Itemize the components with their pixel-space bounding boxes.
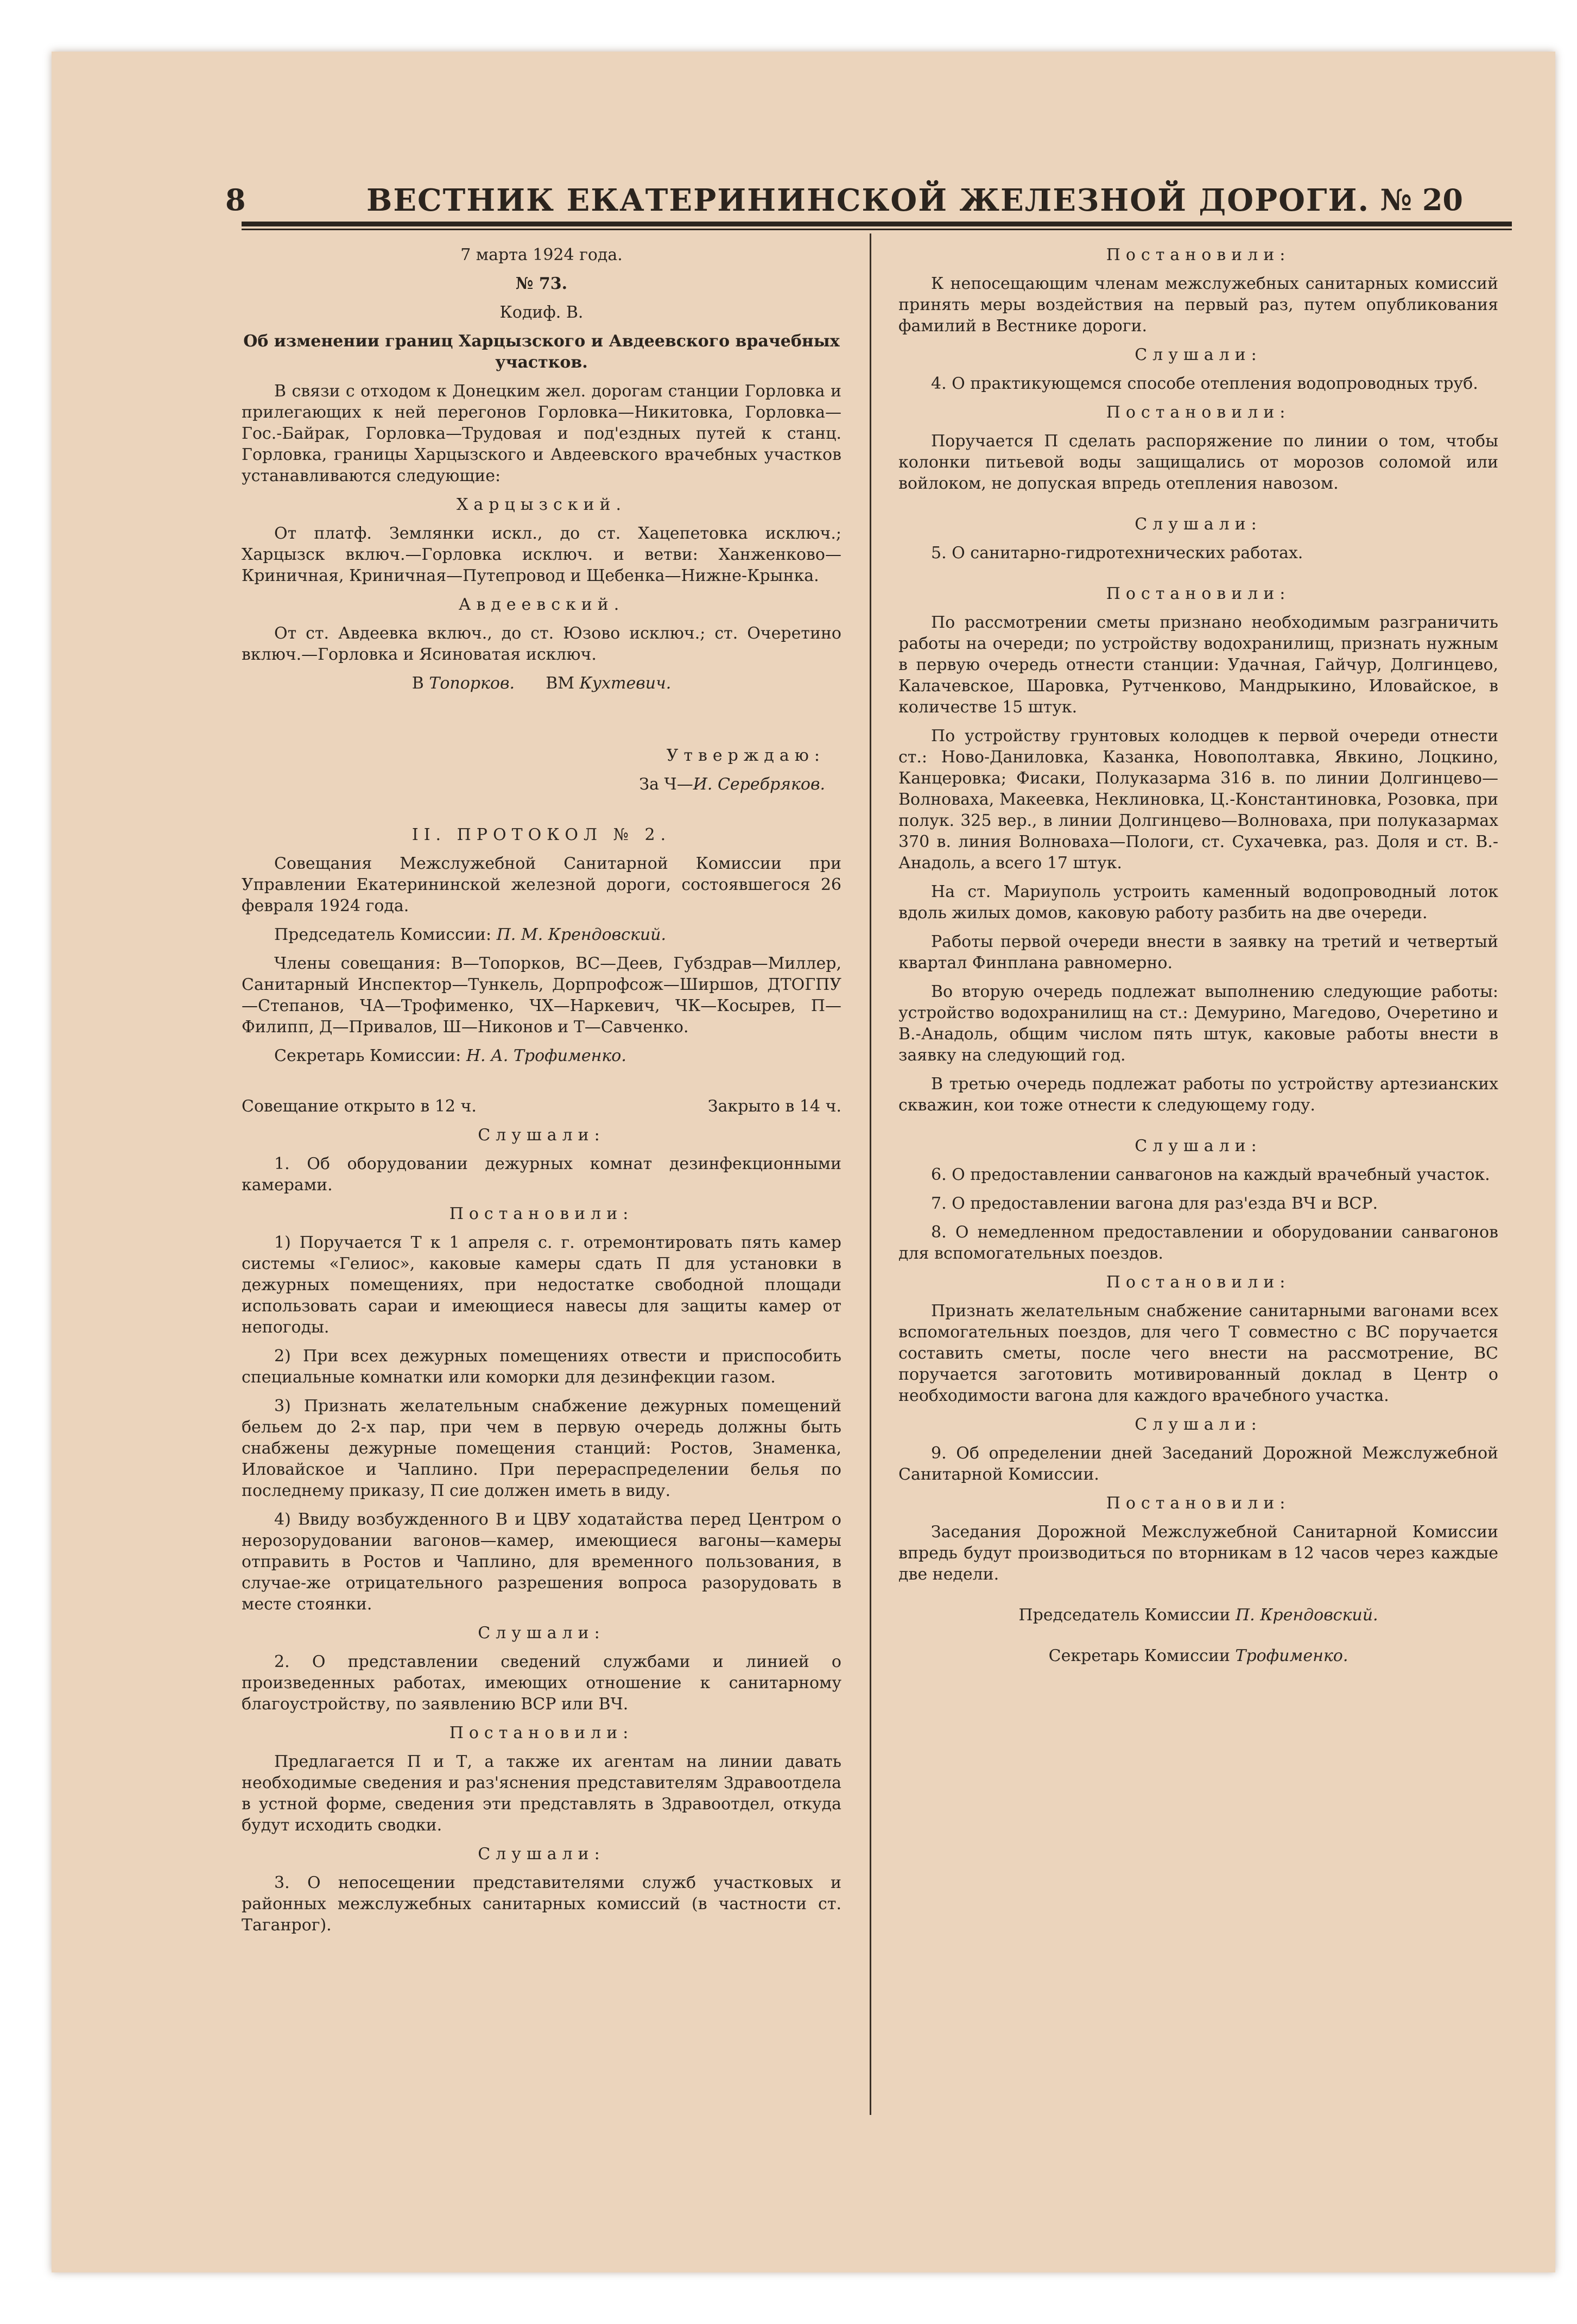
heard-label-9: Слушали: (1135, 1415, 1262, 1434)
resolution-1-2: 2) При всех дежурных помещениях отвести и приспособить специальные комнатки или коморки для дезинфекции газом. (242, 1347, 841, 1387)
order-heading: Об изменении границ Харцызского и Авдеевского врачебных участков. (243, 332, 840, 372)
heard-item-8: 8. О немедленном предоставлении и оборудовании санвагонов для вспомогательных поездов. (898, 1223, 1498, 1263)
protocol-chair-name: П. М. Крендовский. (496, 925, 667, 944)
heard-item-9: 9. Об определении дней Заседаний Дорожной Межслужебной Санитарной Комиссии. (898, 1444, 1498, 1484)
order-date: 7 марта 1924 года. (460, 245, 623, 264)
page-header (193, 179, 1496, 228)
final-chair (898, 1605, 1498, 1626)
right-column (898, 244, 1498, 1674)
avdeevka-text: От ст. Авдеевка включ., до ст. Юзово исключ.; ст. Очеретино включ.—Горловка и Ясиноватая исключ. (242, 624, 841, 664)
resolution-5-5: Во вторую очередь подлежат выполнению следующие работы: устройство водохранилищ на ст.: Демурино, Магедово, Очеретино и В.-Анадоль, общим числом пять штук, каковые работы внести в заявку на следующий год. (898, 982, 1498, 1065)
heard-item-6: 6. О предоставлении санвагонов на каждый врачебный участок. (931, 1165, 1490, 1184)
order-intro: В связи с отходом к Донецким жел. дорогам станции Горловка и прилегающих к ней перегонов Горловка—Никитовка, Горловка—Гос.-Байрак, Горловка—Трудовая и под'ездных путей к станц. Горловка, границы Харцызского и Авдеевского врачебных участков устанавливаются следующие: (242, 382, 841, 485)
final-secretary-name: Трофименко. (1235, 1646, 1348, 1665)
resolution-5-6: В третью очередь подлежат работы по устройству артезианских скважин, кои тоже отнести к следующему году. (898, 1075, 1498, 1115)
protocol-secretary-label: Секретарь Комиссии: (274, 1046, 461, 1065)
heard-item-5: 5. О санитарно-гидротехнических работах. (931, 544, 1303, 563)
heard-label-4: Слушали: (1135, 345, 1262, 364)
heard-label-6: Слушали: (1135, 1136, 1262, 1155)
final-chair-label: Председатель Комиссии (1018, 1606, 1231, 1625)
heard-label-3: Слушали: (478, 1845, 605, 1864)
resolution-9: Заседания Дорожной Межслужебной Санитарной Комиссии впредь будут производиться по вторникам в 12 часов через каждые две недели. (898, 1523, 1498, 1584)
heard-item-3: 3. О непосещении представителями служб участковых и районных межслужебных санитарных комиссий (в частности ст. Таганрог). (242, 1873, 841, 1935)
resolved-label-1: Постановили: (449, 1204, 634, 1223)
protocol-intro: Совещания Межслужебной Санитарной Комиссии при Управлении Екатерининской железной дороги, состоявшегося 26 февраля 1924 года. (242, 854, 841, 915)
meeting-closed: Закрыто в 14 ч. (707, 1097, 841, 1116)
resolution-2: Предлагается П и Т, а также их агентам на линии давать необходимые сведения и раз'яснения представителям Здравоотдела в устной форме, сведения эти представлять в Здравоотдел, откуда будут исходить сводки. (242, 1752, 841, 1835)
sign-right-label: ВМ (546, 674, 574, 693)
final-chair-name: П. Крендовский. (1235, 1606, 1378, 1625)
resolution-5-4: Работы первой очереди внести в заявку на третий и четвертый квартал Финплана равномерно. (898, 932, 1498, 972)
approve-prefix: За Ч— (639, 775, 693, 794)
protocol-chair (242, 924, 841, 945)
heard-label-5: Слушали: (1135, 515, 1262, 534)
order-signatures (242, 673, 841, 694)
order-number: № 73. (515, 274, 568, 293)
resolved-label-2: Постановили: (449, 1723, 634, 1742)
resolved-label-5: Постановили: (1106, 584, 1291, 603)
order-codif: Кодиф. В. (499, 303, 584, 322)
resolved-label-3: Постановили: (1106, 245, 1291, 264)
heard-item-7: 7. О предоставлении вагона для раз'езда ВЧ и ВСР. (931, 1194, 1378, 1213)
resolved-label-9: Постановили: (1106, 1494, 1291, 1513)
column-divider (870, 233, 871, 2115)
resolution-5-3: На ст. Мариуполь устроить каменный водопроводный лоток вдоль жилых домов, каковую работу разбить на две очереди. (898, 882, 1498, 923)
heard-item-4: 4. О практикующемся способе отепления водопроводных труб. (931, 374, 1478, 393)
protocol-secretary (242, 1045, 841, 1066)
heard-item-2: 2. О представлении сведений службами и линией о произведенных работах, имеющих отношение к санитарному благоустройству, по заявлению ВСР или ВЧ. (242, 1652, 841, 1714)
final-secretary (898, 1645, 1498, 1666)
meeting-opened: Совещание открыто в 12 ч. (242, 1097, 477, 1116)
resolution-1-1: 1) Поручается Т к 1 апреля с. г. отремонтировать пять камер системы «Гелиос», каковые камеры сдать П для установки в дежурных помещениях, при недостатке свободной площади использовать сараи и имеющиеся навесы для защиты камер от непогоды. (242, 1233, 841, 1337)
page-number: 8 (225, 182, 246, 217)
heard-item-1: 1. Об оборудовании дежурных комнат дезинфекционными камерами. (242, 1154, 841, 1195)
meeting-times (242, 1096, 841, 1117)
approve-name: И. Серебряков. (693, 775, 825, 794)
approve-signer (242, 774, 841, 795)
resolution-4: Поручается П сделать распоряжение по линии о том, чтобы колонки питьевой воды защищались от морозов соломой или войлоком, не допуская впредь отепления навозом. (898, 432, 1498, 493)
heard-label-2: Слушали: (478, 1624, 605, 1643)
resolution-1-4: 4) Ввиду возбужденного В и ЦВУ ходатайства перед Центром о нерозорудовании вагонов—камер, имеющиеся вагоны—камеры отправить в Ростов и Чаплино, для временного пользования, в случае-же отрицательного разрешения вопроса разорудовать в месте стоянки. (242, 1510, 841, 1614)
resolution-5-1: По рассмотрении сметы признано необходимым разграничить работы на очереди; по устройству водохранилищ, признать нужным в первую очередь отнести станции: Удачная, Гайчур, Долгинцево, Калачевское, Шаровка, Рутченково, Мандрыкино, Иловайское, в количестве 15 штук. (898, 613, 1498, 717)
final-secretary-label: Секретарь Комиссии (1048, 1646, 1230, 1665)
sign-left-label: В (411, 674, 424, 693)
sign-left-name: Топорков. (429, 674, 515, 693)
kharcyzsk-title: Харцызский. (456, 495, 627, 514)
header-rule (242, 222, 1512, 230)
resolved-label-4: Постановили: (1106, 403, 1291, 422)
kharcyzsk-text: От платф. Землянки искл., до ст. Хацепетовка исключ.; Харцызск включ.—Горловка исключ. и ветви: Ханженково—Криничная, Криничная—Путепровод и Щебенка—Нижне-Крынка. (242, 524, 841, 585)
approve-line: Утверждаю: (666, 746, 825, 765)
resolution-3: К непосещающим членам межслужебных санитарных комиссий принять меры воздействия на первый раз, путем опубликования фамилий в Вестнике дороги. (898, 274, 1498, 336)
avdeevka-title: Авдеевский. (458, 595, 625, 614)
resolved-label-6: Постановили: (1106, 1273, 1291, 1292)
resolution-6-8: Признать желательным снабжение санитарными вагонами всех вспомогательных поездов, для чего Т совместно с ВС поручается составить сметы, после чего внести на рассмотрение, ВС поручается заготовить мотивированный доклад в Центр о необходимости вагона для каждого врачебного участка. (898, 1302, 1498, 1405)
sign-right-name: Кухтевич. (579, 674, 672, 693)
left-column (242, 244, 841, 1943)
issue-number: № 20 (1380, 182, 1463, 217)
protocol-members: Члены совещания: В—Топорков, ВС—Деев, Губздрав—Миллер, Санитарный Инспектор—Тункель, Дорпрофсож—Ширшов, ДТОГПУ—Степанов, ЧА—Трофименко, ЧХ—Наркевич, ЧК—Косырев, П—Филипп, Д—Привалов, Ш—Никонов и Т—Савченко. (242, 954, 841, 1037)
heard-label-1: Слушали: (478, 1126, 605, 1145)
protocol-title: II. ПРОТОКОЛ № 2. (411, 825, 672, 844)
resolution-1-3: 3) Признать желательным снабжение дежурных помещений бельем до 2-х пар, при чем в первую очередь должны быть снабжены дежурные помещения станций: Ростов, Знаменка, Иловайское и Чаплино. При перераспределении белья по последнему приказу, П сие должен иметь в виду. (242, 1397, 841, 1500)
protocol-chair-label: Председатель Комиссии: (274, 925, 492, 944)
resolution-5-2: По устройству грунтовых колодцев к первой очереди отнести ст.: Ново-Даниловка, Казанка, Новополтавка, Явкино, Лоцкино, Канцеровка; Фисаки, Полуказарма 316 в. по линии Долгинцево—Волноваха, Макеевка, Неклиновка, Ц.-Константиновка, Розовка, при полук. 325 вер., в линии Долгинцево—Волноваха, при полуказармах 370 в. линия Волноваха—Пологи, ст. Сухачевка, раз. Доля и ст. В.-Анадоль, а всего 17 штук. (898, 727, 1498, 873)
newspaper-title: ВЕСТНИК ЕКАТЕРИНИНСКОЙ ЖЕЛЕЗНОЙ ДОРОГИ. (366, 182, 1370, 218)
protocol-secretary-name: Н. А. Трофименко. (466, 1046, 626, 1065)
